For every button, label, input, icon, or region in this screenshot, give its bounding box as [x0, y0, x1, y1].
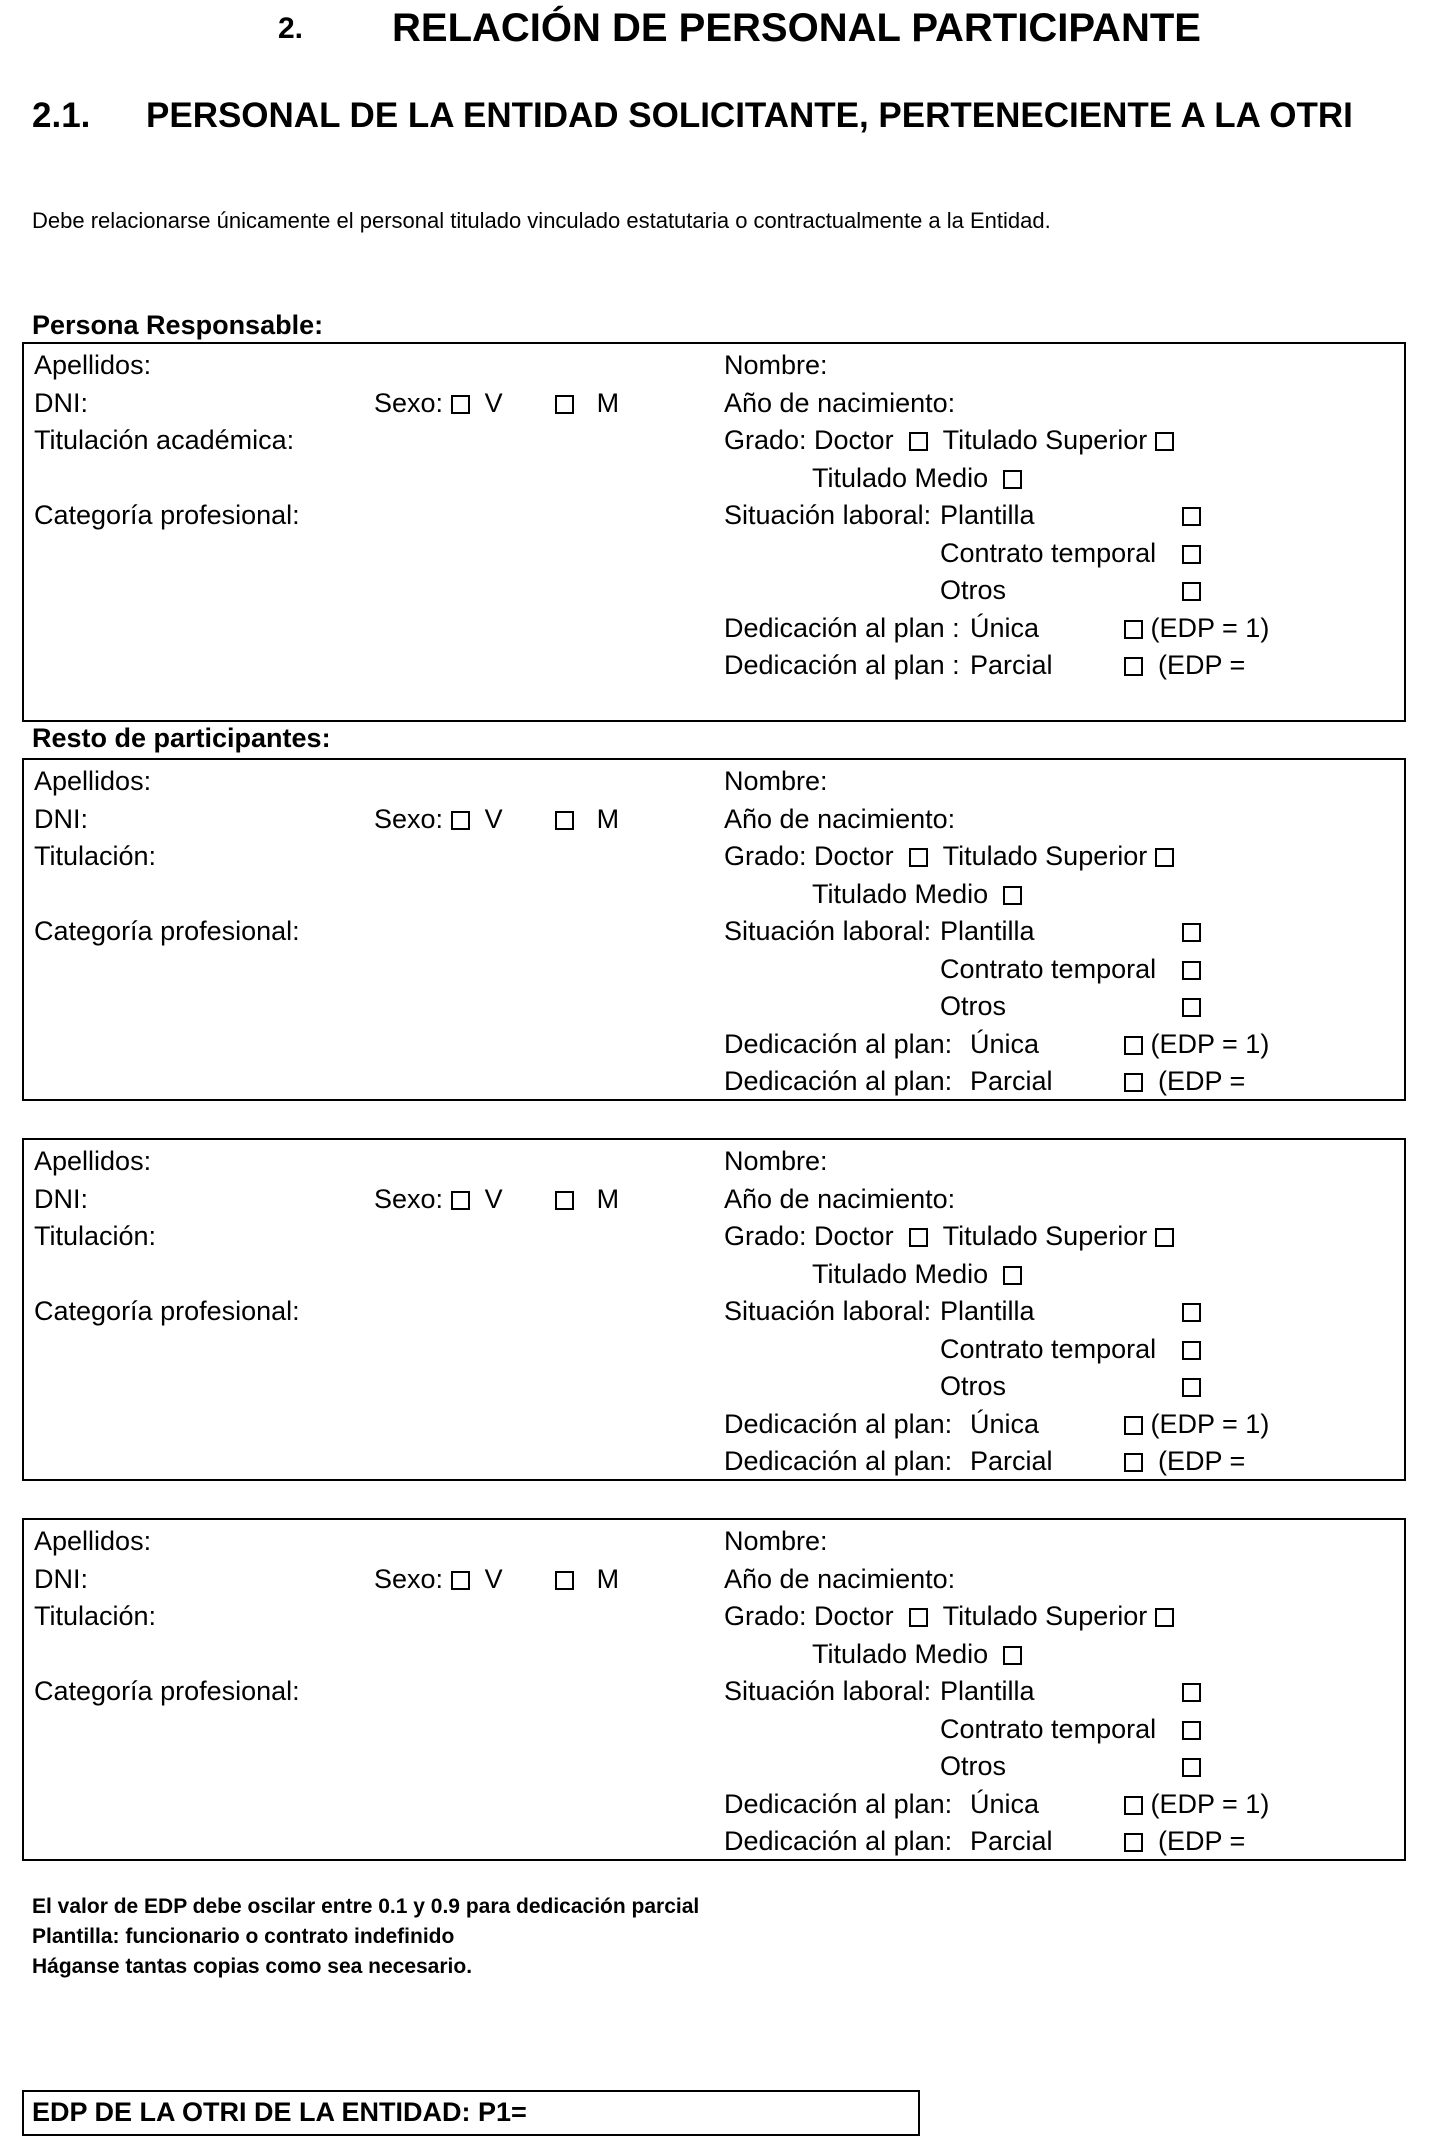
edp-unica-label: (EDP = 1) — [1150, 612, 1270, 643]
grado-doctor-label: Grado: Doctor — [724, 1601, 894, 1631]
section-title: RELACIÓN DE PERSONAL PARTICIPANTE — [392, 6, 1201, 50]
titulacion-label: Titulación: — [34, 1221, 157, 1251]
unica-label: Única — [970, 1408, 1040, 1439]
plantilla-label: Plantilla — [940, 1296, 1035, 1326]
sexo-m-label: M — [596, 1563, 620, 1594]
titulado-superior-checkbox[interactable] — [1155, 848, 1174, 867]
sexo-v-label: V — [484, 387, 503, 418]
edp-parcial-label: (EDP = — [1158, 1066, 1246, 1096]
resto-label: Resto de participantes: — [32, 723, 331, 753]
dedicacion-parcial-checkbox[interactable] — [1124, 1073, 1143, 1092]
doctor-checkbox[interactable] — [909, 432, 928, 451]
contrato-temporal-checkbox[interactable] — [1182, 1341, 1201, 1360]
dni-label: DNI: — [34, 1563, 88, 1594]
dedicacion-unica-label: Dedicación al plan: — [724, 1028, 953, 1059]
anio-nacimiento-label: Año de nacimiento: — [724, 387, 956, 418]
apellidos-label: Apellidos: — [34, 1146, 152, 1176]
titulado-superior-checkbox[interactable] — [1155, 1228, 1174, 1247]
titulacion-label: Titulación académica: — [34, 425, 295, 455]
responsable-label: Persona Responsable: — [32, 310, 324, 340]
participant-block — [22, 758, 1406, 1101]
parcial-label: Parcial — [970, 650, 1053, 680]
sexo-label: Sexo: — [374, 1563, 444, 1594]
otros-checkbox[interactable] — [1182, 1378, 1201, 1397]
sexo-label: Sexo: — [374, 803, 444, 834]
otros-label: Otros — [940, 575, 1007, 605]
nombre-label: Nombre: — [724, 1526, 828, 1556]
otros-label: Otros — [940, 991, 1007, 1021]
apellidos-label: Apellidos: — [34, 766, 152, 796]
sexo-m-label: M — [596, 1183, 620, 1214]
notes — [32, 1892, 699, 1982]
edp-parcial-label: (EDP = — [1158, 1446, 1246, 1476]
dedicacion-unica-label: Dedicación al plan: — [724, 1408, 953, 1439]
sexo-v-checkbox[interactable] — [451, 1571, 470, 1590]
note-copias: Háganse tantas copias como sea necesario. — [32, 1955, 473, 1978]
sexo-m-label: M — [596, 387, 620, 418]
note-plantilla: Plantilla: funcionario o contrato indefinido — [32, 1925, 455, 1948]
grado-doctor-label: Grado: Doctor — [724, 1221, 894, 1251]
unica-label: Única — [970, 612, 1040, 643]
otros-label: Otros — [940, 1371, 1007, 1401]
situacion-laboral-label: Situación laboral: — [724, 916, 932, 946]
intro-text: Debe relacionarse únicamente el personal titulado vinculado estatutaria o contractualmente a la Entidad. — [32, 208, 1051, 233]
titulado-medio-label: Titulado Medio — [812, 462, 989, 493]
grado-doctor-label: Grado: Doctor — [724, 841, 894, 871]
anio-nacimiento-label: Año de nacimiento: — [724, 1563, 956, 1594]
edp-otri-field[interactable] — [22, 2090, 920, 2136]
dedicacion-unica-label: Dedicación al plan: — [724, 1788, 953, 1819]
otros-label: Otros — [940, 1751, 1007, 1781]
edp-parcial-label: (EDP = — [1158, 1826, 1246, 1856]
dedicacion-unica-checkbox[interactable] — [1124, 620, 1143, 639]
unica-label: Única — [970, 1028, 1040, 1059]
anio-nacimiento-label: Año de nacimiento: — [724, 803, 956, 834]
titulado-superior-label: Titulado Superior — [942, 1601, 1148, 1631]
titulacion-label: Titulación: — [34, 1601, 157, 1631]
dedicacion-parcial-checkbox[interactable] — [1124, 1453, 1143, 1472]
subsection-number: 2.1. — [32, 96, 91, 135]
nombre-label: Nombre: — [724, 350, 828, 380]
section-number: 2. — [278, 12, 304, 45]
participant-block — [22, 1518, 1406, 1861]
titulado-medio-label: Titulado Medio — [812, 1638, 989, 1669]
sexo-m-checkbox[interactable] — [555, 1571, 574, 1590]
sexo-m-checkbox[interactable] — [555, 811, 574, 830]
titulado-superior-label: Titulado Superior — [942, 425, 1148, 455]
titulado-medio-checkbox[interactable] — [1003, 1266, 1022, 1285]
dedicacion-parcial-checkbox[interactable] — [1124, 657, 1143, 676]
categoria-label: Categoría profesional: — [34, 916, 300, 946]
sexo-v-checkbox[interactable] — [451, 1191, 470, 1210]
dni-label: DNI: — [34, 1183, 88, 1214]
titulado-medio-label: Titulado Medio — [812, 878, 989, 909]
titulacion-label: Titulación: — [34, 841, 157, 871]
dedicacion-parcial-label: Dedicación al plan: — [724, 1066, 953, 1096]
edp-unica-label: (EDP = 1) — [1150, 1788, 1270, 1819]
dedicacion-unica-label: Dedicación al plan : — [724, 612, 960, 643]
titulado-medio-checkbox[interactable] — [1003, 886, 1022, 905]
participant-block — [22, 1138, 1406, 1481]
sexo-m-checkbox[interactable] — [555, 1191, 574, 1210]
dni-label: DNI: — [34, 803, 88, 834]
dedicacion-unica-checkbox[interactable] — [1124, 1796, 1143, 1815]
titulado-superior-checkbox[interactable] — [1155, 1608, 1174, 1627]
edp-parcial-label: (EDP = — [1158, 650, 1246, 680]
otros-checkbox[interactable] — [1182, 998, 1201, 1017]
titulado-medio-checkbox[interactable] — [1003, 1646, 1022, 1665]
apellidos-label: Apellidos: — [34, 350, 152, 380]
subsection-title: PERSONAL DE LA ENTIDAD SOLICITANTE, PERTENECIENTE A LA OTRI — [146, 96, 1353, 135]
otros-checkbox[interactable] — [1182, 1758, 1201, 1777]
doctor-checkbox[interactable] — [909, 1608, 928, 1627]
situacion-laboral-label: Situación laboral: — [724, 500, 932, 530]
parcial-label: Parcial — [970, 1066, 1053, 1096]
note-edp: El valor de EDP debe oscilar entre 0.1 y 0.9 para dedicación parcial — [32, 1895, 700, 1918]
dedicacion-unica-checkbox[interactable] — [1124, 1036, 1143, 1055]
dedicacion-parcial-checkbox[interactable] — [1124, 1833, 1143, 1852]
plantilla-checkbox[interactable] — [1182, 1683, 1201, 1702]
sexo-v-label: V — [484, 1563, 503, 1594]
responsable-block — [22, 342, 1406, 722]
edp-otri-label: EDP DE LA OTRI DE LA ENTIDAD: P1= — [32, 2097, 527, 2127]
doctor-checkbox[interactable] — [909, 1228, 928, 1247]
categoria-label: Categoría profesional: — [34, 1676, 300, 1706]
plantilla-checkbox[interactable] — [1182, 923, 1201, 942]
titulado-medio-label: Titulado Medio — [812, 1258, 989, 1289]
grado-doctor-label: Grado: Doctor — [724, 425, 894, 455]
edp-unica-label: (EDP = 1) — [1150, 1408, 1270, 1439]
dedicacion-parcial-label: Dedicación al plan: — [724, 1826, 953, 1856]
parcial-label: Parcial — [970, 1826, 1053, 1856]
dedicacion-unica-checkbox[interactable] — [1124, 1416, 1143, 1435]
dni-label: DNI: — [34, 387, 88, 418]
doctor-checkbox[interactable] — [909, 848, 928, 867]
otros-checkbox[interactable] — [1182, 582, 1201, 601]
titulado-medio-checkbox[interactable] — [1003, 470, 1022, 489]
categoria-label: Categoría profesional: — [34, 1296, 300, 1326]
contrato-temporal-checkbox[interactable] — [1182, 545, 1201, 564]
edp-unica-label: (EDP = 1) — [1150, 1028, 1270, 1059]
plantilla-label: Plantilla — [940, 1676, 1035, 1706]
plantilla-label: Plantilla — [940, 916, 1035, 946]
titulado-superior-checkbox[interactable] — [1155, 432, 1174, 451]
categoria-label: Categoría profesional: — [34, 500, 300, 530]
plantilla-checkbox[interactable] — [1182, 1303, 1201, 1322]
nombre-label: Nombre: — [724, 766, 828, 796]
sexo-v-label: V — [484, 803, 503, 834]
plantilla-label: Plantilla — [940, 500, 1035, 530]
contrato-temporal-checkbox[interactable] — [1182, 961, 1201, 980]
anio-nacimiento-label: Año de nacimiento: — [724, 1183, 956, 1214]
situacion-laboral-label: Situación laboral: — [724, 1296, 932, 1326]
situacion-laboral-label: Situación laboral: — [724, 1676, 932, 1706]
unica-label: Única — [970, 1788, 1040, 1819]
sexo-v-checkbox[interactable] — [451, 395, 470, 414]
sexo-label: Sexo: — [374, 1183, 444, 1214]
apellidos-label: Apellidos: — [34, 1526, 152, 1556]
contrato-temporal-label: Contrato temporal — [940, 953, 1157, 984]
contrato-temporal-label: Contrato temporal — [940, 1713, 1157, 1744]
sexo-m-checkbox[interactable] — [555, 395, 574, 414]
titulado-superior-label: Titulado Superior — [942, 1221, 1148, 1251]
nombre-label: Nombre: — [724, 1146, 828, 1176]
sexo-m-label: M — [596, 803, 620, 834]
dedicacion-parcial-label: Dedicación al plan: — [724, 1446, 953, 1476]
contrato-temporal-label: Contrato temporal — [940, 537, 1157, 568]
contrato-temporal-label: Contrato temporal — [940, 1333, 1157, 1364]
contrato-temporal-checkbox[interactable] — [1182, 1721, 1201, 1740]
parcial-label: Parcial — [970, 1446, 1053, 1476]
sexo-v-label: V — [484, 1183, 503, 1214]
dedicacion-parcial-label: Dedicación al plan : — [724, 650, 960, 680]
titulado-superior-label: Titulado Superior — [942, 841, 1148, 871]
sexo-label: Sexo: — [374, 387, 444, 418]
plantilla-checkbox[interactable] — [1182, 507, 1201, 526]
sexo-v-checkbox[interactable] — [451, 811, 470, 830]
